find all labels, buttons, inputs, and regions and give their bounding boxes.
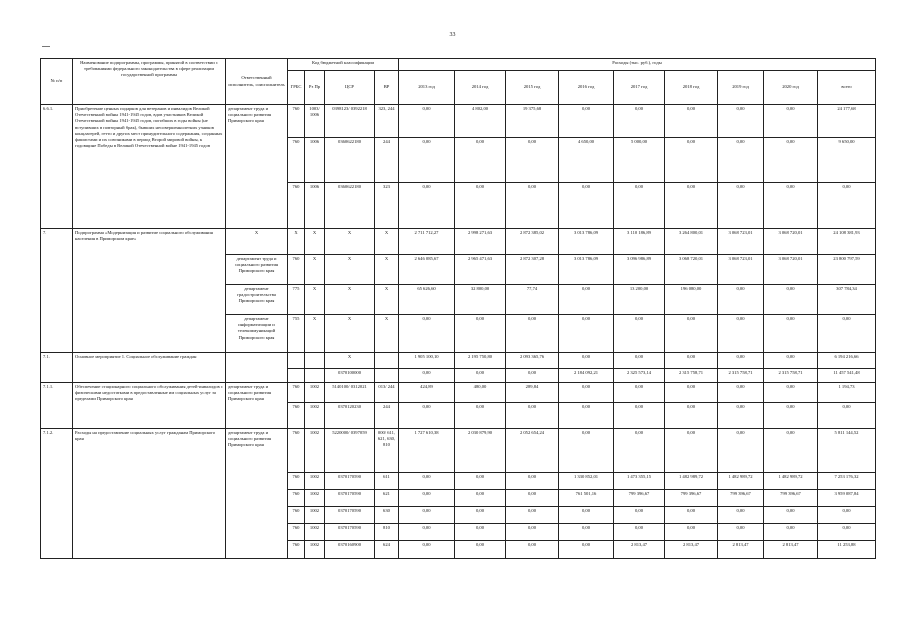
cell-grbs — [288, 369, 305, 383]
cell-value: 0,00 — [614, 353, 665, 369]
cell-total: 307 784,34 — [818, 285, 876, 315]
cell-value: 0,00 — [614, 507, 665, 524]
header-year: 2015 год — [506, 71, 559, 105]
cell-rzpr: X — [305, 229, 325, 255]
cell-value: 0,00 — [399, 473, 455, 490]
cell-grbs: 760 — [288, 255, 305, 285]
row-responsible: департамент труда и социального развития Приморского края — [226, 383, 288, 429]
cell-value: 0,00 — [506, 183, 559, 229]
cell-value: 2 872 307,28 — [506, 255, 559, 285]
cell-value: 0,00 — [665, 353, 718, 369]
header-year: 2013 год — [399, 71, 455, 105]
cell-vr: 244 — [375, 403, 399, 429]
cell-vr: X — [375, 285, 399, 315]
cell-value: 0,00 — [764, 315, 818, 353]
cell-value: 2 711 712,27 — [399, 229, 455, 255]
cell-value: 2 052 654,24 — [506, 429, 559, 473]
cell-grbs: 760 — [288, 183, 305, 229]
cell-value: 1 482 989,72 — [718, 473, 764, 490]
cell-value: 1 330 852,01 — [559, 473, 614, 490]
cell-value: 3 264 800,01 — [665, 229, 718, 255]
header-rzpr: Рз Пр — [305, 71, 325, 105]
cell-value: 0,00 — [399, 315, 455, 353]
cell-value: 2 093 365,76 — [506, 353, 559, 369]
cell-rzpr: X — [305, 285, 325, 315]
page-number: 33 — [449, 32, 456, 38]
cell-value: 0,00 — [665, 383, 718, 403]
cell-csr: 0370100000 — [325, 369, 375, 383]
cell-value: 1 727 610,38 — [399, 429, 455, 473]
cell-value: 0,00 — [665, 403, 718, 429]
cell-value: 0,00 — [399, 369, 455, 383]
cell-value: 0,00 — [506, 541, 559, 559]
cell-value: 0,00 — [718, 524, 764, 541]
row-number: 7. — [41, 229, 73, 353]
cell-value: 2 030 879,90 — [455, 429, 506, 473]
cell-value: 2 315 758,71 — [665, 369, 718, 383]
cell-value: 289,84 — [506, 383, 559, 403]
header-year: 2016 год — [559, 71, 614, 105]
cell-rzpr: 1002 — [305, 429, 325, 473]
row-responsible: X — [226, 229, 288, 255]
row-number: 7.1.2. — [41, 429, 73, 559]
cell-value: 2 813,47 — [614, 541, 665, 559]
cell-grbs: 760 — [288, 429, 305, 473]
cell-value: 0,00 — [559, 183, 614, 229]
header-year: 2017 год — [614, 71, 665, 105]
header-year: 2019 год — [718, 71, 764, 105]
cell-grbs: X — [288, 229, 305, 255]
cell-vr — [375, 369, 399, 383]
cell-value: 0,00 — [665, 183, 718, 229]
cell-value: 65 626,60 — [399, 285, 455, 315]
cell-vr: X — [375, 229, 399, 255]
cell-value: 4 802,00 — [455, 105, 506, 138]
cell-value: 0,00 — [718, 353, 764, 369]
header-num: № п/п — [41, 59, 73, 105]
cell-csr: 0370170590 — [325, 490, 375, 507]
header-vr: ВР — [375, 71, 399, 105]
cell-value: 0,00 — [455, 403, 506, 429]
header-year: 2020 год — [764, 71, 818, 105]
cell-value: 0,00 — [506, 369, 559, 383]
table-row — [41, 353, 876, 369]
cell-value: 5 000,00 — [614, 138, 665, 183]
cell-rzpr: 1006 — [305, 183, 325, 229]
header-csr: ЦСР — [325, 71, 375, 105]
cell-value: 799 396,67 — [614, 490, 665, 507]
cell-total: 6 194 216,66 — [818, 353, 876, 369]
cell-value: 0,00 — [506, 524, 559, 541]
cell-rzpr: 1002 — [305, 490, 325, 507]
cell-value: 0,00 — [455, 473, 506, 490]
cell-value: 0,00 — [718, 383, 764, 403]
cell-value: 0,00 — [718, 403, 764, 429]
margin-mark — [42, 46, 50, 47]
table-row — [41, 429, 876, 473]
cell-value: 0,00 — [665, 524, 718, 541]
cell-grbs: 760 — [288, 524, 305, 541]
header-responsible: Ответственный исполнитель, соисполнитель — [226, 59, 288, 105]
cell-rzpr: 1006 — [305, 138, 325, 183]
cell-csr: 5140100/ 0312021 — [325, 383, 375, 403]
cell-value: 0,00 — [559, 524, 614, 541]
cell-value: 0,00 — [665, 507, 718, 524]
row-name: Расходы на предоставление социальных услуг гражданам Приморского края — [73, 429, 226, 559]
cell-value: 799 396,67 — [665, 490, 718, 507]
cell-value: 0,00 — [764, 105, 818, 138]
budget-table — [40, 58, 876, 559]
cell-csr: 5220000/ 0397059 — [325, 429, 375, 473]
cell-value: 0,00 — [559, 507, 614, 524]
cell-value: 2 184 092,21 — [559, 369, 614, 383]
cell-value: 0,00 — [506, 403, 559, 429]
cell-vr: 013/ 244 — [375, 383, 399, 403]
cell-value: 0,00 — [506, 507, 559, 524]
cell-value: 0,00 — [399, 403, 455, 429]
cell-value: 2 315 758,71 — [718, 369, 764, 383]
cell-value: 0,00 — [718, 138, 764, 183]
cell-rzpr: 1002 — [305, 403, 325, 429]
cell-total: 0,00 — [818, 507, 876, 524]
cell-value: 799 396,67 — [718, 490, 764, 507]
cell-value: 799 396,67 — [764, 490, 818, 507]
cell-value: 0,00 — [399, 507, 455, 524]
cell-value: 2 813,47 — [718, 541, 764, 559]
cell-value: 0,00 — [559, 383, 614, 403]
cell-grbs: 760 — [288, 541, 305, 559]
cell-value: 0,00 — [718, 183, 764, 229]
cell-value: 0,00 — [455, 541, 506, 559]
row-responsible: департамент информатизации и телекоммуникаций Приморского края — [226, 315, 288, 353]
cell-value: 0,00 — [614, 524, 665, 541]
cell-rzpr: X — [305, 255, 325, 285]
cell-value: 0,00 — [506, 473, 559, 490]
cell-value: 0,00 — [455, 315, 506, 353]
cell-value: 0,00 — [764, 138, 818, 183]
cell-value: 0,00 — [614, 403, 665, 429]
cell-value: 3 068 723,01 — [718, 255, 764, 285]
cell-rzpr — [305, 369, 325, 383]
cell-total: 11 253,88 — [818, 541, 876, 559]
cell-rzpr: 1002 — [305, 541, 325, 559]
cell-value: 3 068 720,01 — [764, 229, 818, 255]
cell-value: 1 473 355,15 — [614, 473, 665, 490]
cell-value: 3 096 986,89 — [614, 255, 665, 285]
cell-value: 0,00 — [614, 429, 665, 473]
row-number: 7.1.1. — [41, 383, 73, 429]
cell-value: 0,00 — [614, 183, 665, 229]
cell-rzpr: 1002 — [305, 524, 325, 541]
cell-value: 0,00 — [559, 541, 614, 559]
cell-total: 0,00 — [818, 524, 876, 541]
row-responsible: департамент труда и социального развития Приморского края — [226, 255, 288, 285]
table-row — [41, 105, 876, 138]
cell-value: 0,00 — [559, 429, 614, 473]
cell-value: 2 195 750,80 — [455, 353, 506, 369]
cell-rzpr: 1002 — [305, 507, 325, 524]
row-name: Обеспечение стационарного социального обслуживания детей-инвалидов с физическими недостатками в предоставленные им социальных услуг за пределами Приморского края — [73, 383, 226, 429]
cell-grbs: 760 — [288, 403, 305, 429]
cell-csr: 0370160900 — [325, 541, 375, 559]
cell-rzpr: 1003/ 1006 — [305, 105, 325, 138]
cell-csr: 0370170590 — [325, 524, 375, 541]
cell-total: 1 194,73 — [818, 383, 876, 403]
cell-value: 2 998 271,63 — [455, 229, 506, 255]
cell-value: 0,00 — [455, 507, 506, 524]
cell-value: 0,00 — [506, 490, 559, 507]
row-number: 6.6.1. — [41, 105, 73, 229]
cell-value: 0,00 — [455, 369, 506, 383]
cell-vr: 611 — [375, 473, 399, 490]
cell-value: 3 013 786,09 — [559, 255, 614, 285]
cell-total: 24 177,68 — [818, 105, 876, 138]
cell-grbs: 775 — [288, 285, 305, 315]
cell-value: 0,00 — [506, 315, 559, 353]
cell-csr: X — [325, 353, 375, 369]
cell-value: 1 482 989,72 — [764, 473, 818, 490]
cell-value: 3 068 723,01 — [718, 229, 764, 255]
cell-total: 9 650,00 — [818, 138, 876, 183]
row-responsible: департамент труда и социального развития Приморского края — [226, 429, 288, 559]
cell-value: 3 110 186,89 — [614, 229, 665, 255]
cell-value: 13 200,00 — [614, 285, 665, 315]
cell-grbs — [288, 353, 305, 369]
cell-value: 0,00 — [399, 524, 455, 541]
cell-total: 0,00 — [818, 403, 876, 429]
row-name: Приобретение ценных подарков для ветеранов и инвалидов Великой Отечественной войны 1941-1945 годов, вдов участников Великой Отечественной войны 1941-1945 годов, погибших в годы войны (не вступивших в повторный брак), бывших несовершеннолетних узников концлагерей, гетто и других мест принудительного содержания, созданных фашистами и их союзниками в период Второй мировой войны, к годовщине Победы в Великой Отечественной войне 1941-1945 годов — [73, 105, 226, 229]
cell-csr: 0370170590 — [325, 473, 375, 490]
header-grbs: ГРБС — [288, 71, 305, 105]
cell-csr: 0398123/ 0392218 — [325, 105, 375, 138]
cell-value: 0,00 — [718, 429, 764, 473]
cell-value: 0,00 — [399, 138, 455, 183]
cell-total: 23 800 797,59 — [818, 255, 876, 285]
header-expenses: Расходы (тыс. руб.), годы — [399, 59, 876, 71]
cell-value: 2 872 385,02 — [506, 229, 559, 255]
cell-vr: X — [375, 315, 399, 353]
cell-grbs: 760 — [288, 383, 305, 403]
cell-value: 3 013 786,09 — [559, 229, 614, 255]
cell-value: 0,00 — [665, 315, 718, 353]
cell-value: 0,00 — [718, 285, 764, 315]
cell-value: 0,00 — [718, 507, 764, 524]
cell-vr: 000/ 611, 621, 630, 810 — [375, 429, 399, 473]
cell-value: 0,00 — [399, 105, 455, 138]
cell-value: 1 482 989,72 — [665, 473, 718, 490]
cell-vr: X — [375, 255, 399, 285]
cell-value: 0,00 — [718, 105, 764, 138]
cell-total: 5 811 144,52 — [818, 429, 876, 473]
cell-value: 2 646 085,67 — [399, 255, 455, 285]
cell-value: 1 905 100,10 — [399, 353, 455, 369]
cell-value: 0,00 — [399, 183, 455, 229]
cell-grbs: 755 — [288, 315, 305, 353]
header-year: 2014 год — [455, 71, 506, 105]
cell-value: 196 080,00 — [665, 285, 718, 315]
cell-csr: X — [325, 315, 375, 353]
cell-value: 0,00 — [764, 507, 818, 524]
cell-total: 3 959 087,84 — [818, 490, 876, 507]
cell-value: 77,74 — [506, 285, 559, 315]
table-row — [41, 229, 876, 255]
cell-total: 24 108 381,93 — [818, 229, 876, 255]
cell-csr: 0370170590 — [325, 507, 375, 524]
cell-vr: 323 — [375, 183, 399, 229]
cell-grbs: 760 — [288, 490, 305, 507]
row-number: 7.1. — [41, 353, 73, 383]
cell-value: 2 325 573,14 — [614, 369, 665, 383]
cell-value: 0,00 — [764, 285, 818, 315]
cell-grbs: 760 — [288, 507, 305, 524]
cell-grbs: 760 — [288, 138, 305, 183]
cell-value: 3 068 720,01 — [665, 255, 718, 285]
cell-vr — [375, 353, 399, 369]
cell-value: 2 813,47 — [764, 541, 818, 559]
cell-value: 480,00 — [455, 383, 506, 403]
cell-value: 0,00 — [455, 183, 506, 229]
row-responsible — [226, 353, 288, 383]
cell-vr: 810 — [375, 524, 399, 541]
cell-value: 0,00 — [399, 490, 455, 507]
cell-csr: X — [325, 285, 375, 315]
cell-csr: 0360622180 — [325, 138, 375, 183]
cell-value: 0,00 — [614, 315, 665, 353]
cell-value: 0,00 — [764, 383, 818, 403]
cell-value: 4 650,00 — [559, 138, 614, 183]
cell-value: 0,00 — [399, 541, 455, 559]
cell-value: 0,00 — [455, 490, 506, 507]
cell-grbs: 760 — [288, 105, 305, 138]
cell-value: 0,00 — [665, 429, 718, 473]
cell-csr: 0370120230 — [325, 403, 375, 429]
cell-vr: 323, 244 — [375, 105, 399, 138]
header-name: Наименование подпрограммы, программы, принятой в соответствии с требованиями федерального законодательства в сфере реализации государственной программы — [73, 59, 226, 105]
cell-total: 0,00 — [818, 315, 876, 353]
cell-rzpr: X — [305, 315, 325, 353]
cell-csr: 0360622180 — [325, 183, 375, 229]
cell-value: 3 068 720,01 — [764, 255, 818, 285]
cell-value: 0,00 — [665, 138, 718, 183]
cell-vr: 630 — [375, 507, 399, 524]
cell-value: 0,00 — [506, 138, 559, 183]
cell-value: 0,00 — [764, 403, 818, 429]
cell-value: 0,00 — [614, 383, 665, 403]
cell-value: 0,00 — [455, 138, 506, 183]
cell-value: 0,00 — [559, 353, 614, 369]
cell-value: 0,00 — [764, 183, 818, 229]
header-total: всего — [818, 71, 876, 105]
cell-total: 0,00 — [818, 183, 876, 229]
cell-total: 7 253 176,32 — [818, 473, 876, 490]
cell-value: 2 965 471,63 — [455, 255, 506, 285]
cell-rzpr: 1002 — [305, 473, 325, 490]
cell-rzpr — [305, 353, 325, 369]
cell-value: 0,00 — [665, 105, 718, 138]
cell-value: 0,00 — [559, 105, 614, 138]
cell-value: 0,00 — [764, 353, 818, 369]
cell-value: 0,00 — [559, 403, 614, 429]
cell-value: 2 315 758,71 — [764, 369, 818, 383]
cell-value: 0,00 — [718, 315, 764, 353]
cell-value: 19 375,68 — [506, 105, 559, 138]
row-responsible: департамент труда и социального развития Приморского края — [226, 105, 288, 229]
cell-value: 424,89 — [399, 383, 455, 403]
cell-rzpr: 1002 — [305, 383, 325, 403]
header-kbk: Код бюджетной классификации — [288, 59, 399, 71]
cell-value: 0,00 — [455, 524, 506, 541]
cell-vr: 244 — [375, 138, 399, 183]
cell-total: 11 457 541,48 — [818, 369, 876, 383]
cell-csr: X — [325, 255, 375, 285]
cell-value: 0,00 — [764, 429, 818, 473]
cell-grbs: 760 — [288, 473, 305, 490]
row-name: Подпрограмма «Модернизация и развитие социального обслуживания населения в Приморском крае» — [73, 229, 226, 353]
cell-value: 0,00 — [764, 524, 818, 541]
header-year: 2018 год — [665, 71, 718, 105]
cell-value: 0,00 — [559, 285, 614, 315]
table-row — [41, 383, 876, 403]
cell-value: 2 813,47 — [665, 541, 718, 559]
cell-value: 0,00 — [614, 105, 665, 138]
cell-value: 0,00 — [559, 315, 614, 353]
row-responsible: департамент градостроительства Приморского края — [226, 285, 288, 315]
cell-value: 32 800,00 — [455, 285, 506, 315]
cell-vr: 621 — [375, 490, 399, 507]
cell-vr: 624 — [375, 541, 399, 559]
cell-csr: X — [325, 229, 375, 255]
row-name: Основное мероприятие 1. Социальное обслуживание граждан — [73, 353, 226, 383]
cell-value: 761 501,16 — [559, 490, 614, 507]
